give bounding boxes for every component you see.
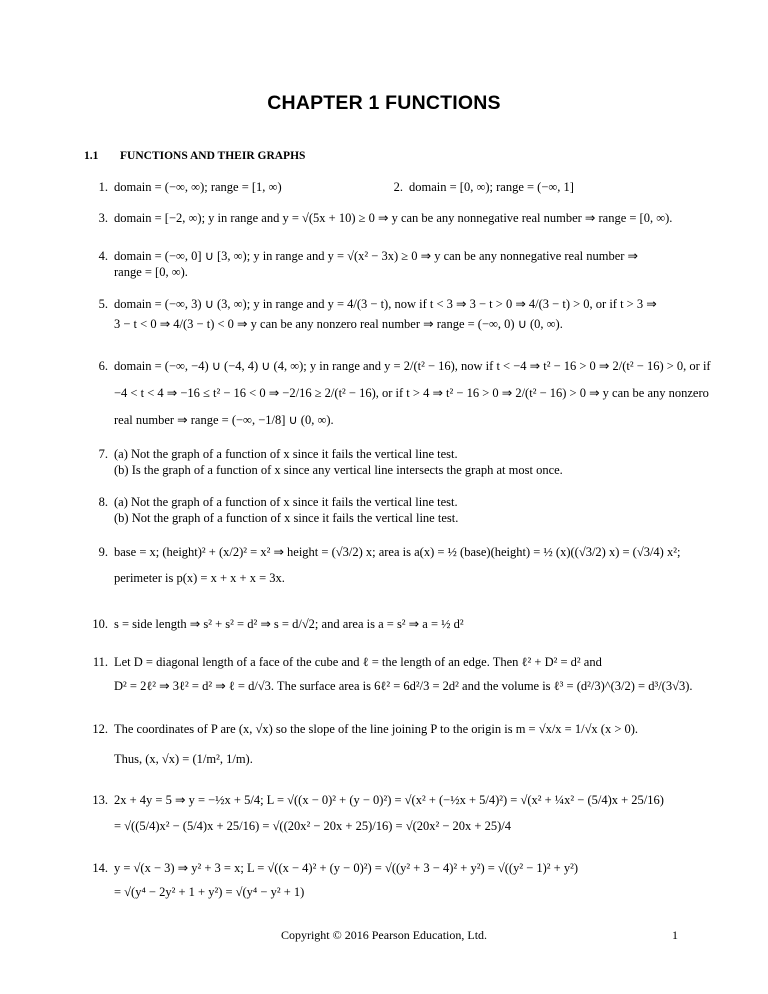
- exercise-line: domain = (−∞, −4) ∪ (−4, 4) ∪ (4, ∞); y in range and y = 2/(t² − 16), now if t < −4 ⇒ t² − 16 > 0 ⇒ 2/(t² − 16) > 0, or if: [114, 359, 711, 373]
- exercise-line: 3 − t < 0 ⇒ 4/(3 − t) < 0 ⇒ y can be any nonzero real number ⇒ range = (−∞, 0) ∪ (0, ∞).: [114, 317, 563, 331]
- page-number: 1: [672, 928, 678, 942]
- exercise-number: 5.: [98, 297, 108, 311]
- exercise-line: range = [0, ∞).: [114, 265, 188, 279]
- exercise-line: = √(y⁴ − 2y² + 1 + y²) = √(y⁴ − y² + 1): [114, 885, 305, 899]
- exercise-line: = √((5/4)x² − (5/4)x + 25/16) = √((20x² − 20x + 25)/16) = √(20x² − 20x + 25)/4: [114, 819, 511, 833]
- exercise-number: 12.: [92, 722, 108, 736]
- exercise-number: 6.: [98, 359, 108, 373]
- exercise-number: 11.: [92, 655, 108, 669]
- exercise-number: 1.: [98, 180, 108, 194]
- exercise-number: 3.: [98, 211, 108, 225]
- exercise-line: domain = (−∞, 0] ∪ [3, ∞); y in range and y = √(x² − 3x) ≥ 0 ⇒ y can be any nonnegative real number ⇒: [114, 249, 639, 263]
- exercise-line: s = side length ⇒ s² + s² = d² ⇒ s = d/√2; and area is a = s² ⇒ a = ½ d²: [114, 617, 464, 631]
- section-heading: [84, 150, 305, 162]
- exercise-number: 4.: [98, 249, 108, 263]
- section-title: FUNCTIONS AND THEIR GRAPHS: [120, 150, 306, 162]
- exercise-line: (a) Not the graph of a function of x since it fails the vertical line test.: [114, 447, 458, 461]
- exercise-line: (a) Not the graph of a function of x since it fails the vertical line test.: [114, 495, 458, 509]
- section-number: 1.1: [84, 150, 99, 162]
- exercise-line: Thus, (x, √x) = (1/m², 1/m).: [114, 752, 253, 766]
- exercise-line: domain = [0, ∞); range = (−∞, 1]: [409, 180, 574, 194]
- exercise-line: (b) Not the graph of a function of x since it fails the vertical line test.: [114, 511, 459, 525]
- exercise-line: real number ⇒ range = (−∞, −1/8] ∪ (0, ∞).: [114, 413, 334, 427]
- exercise-line: Let D = diagonal length of a face of the cube and ℓ = the length of an edge. Then ℓ² + D² = d² and: [114, 655, 602, 669]
- exercise-line: D² = 2ℓ² ⇒ 3ℓ² = d² ⇒ ℓ = d/√3. The surface area is 6ℓ² = 6d²/3 = 2d² and the volume is ℓ³ = (d²/3)^(3/2) = d³/(3√3).: [114, 679, 693, 693]
- exercise-line: base = x; (height)² + (x/2)² = x² ⇒ height = (√3/2) x; area is a(x) = ½ (base)(height) = ½ (x)((√3/2) x) = (√3/4) x²;: [114, 545, 681, 559]
- exercise-number: 8.: [98, 495, 108, 509]
- exercise-number: 7.: [98, 447, 108, 461]
- exercise-line: y = √(x − 3) ⇒ y² + 3 = x; L = √((x − 4)² + (y − 0)²) = √((y² + 3 − 4)² + y²) = √((y² − 1)² + y²): [114, 861, 579, 875]
- copyright-footer: Copyright © 2016 Pearson Education, Ltd.: [280, 928, 488, 942]
- exercise-number: 13.: [92, 793, 108, 807]
- chapter-title: CHAPTER 1 FUNCTIONS: [267, 92, 501, 114]
- exercise-number: 10.: [92, 617, 108, 631]
- exercise-number: 2.: [393, 180, 403, 194]
- exercise-number: 14.: [92, 861, 108, 875]
- exercise-line: The coordinates of P are (x, √x) so the slope of the line joining P to the origin is m = √x/x = 1/√x (x > 0).: [114, 722, 639, 736]
- exercise-line: −4 < t < 4 ⇒ −16 ≤ t² − 16 < 0 ⇒ −2/16 ≥ 2/(t² − 16), or if t > 4 ⇒ t² − 16 > 0 ⇒ 2/(t² − 16) > 0 ⇒ y can be any nonzero: [114, 386, 709, 400]
- exercise-line: domain = (−∞, ∞); range = [1, ∞): [114, 180, 282, 194]
- exercise-line: domain = [−2, ∞); y in range and y = √(5x + 10) ≥ 0 ⇒ y can be any nonnegative real number ⇒ range = [0, ∞).: [114, 211, 673, 225]
- exercise-line: domain = (−∞, 3) ∪ (3, ∞); y in range and y = 4/(3 − t), now if t < 3 ⇒ 3 − t > 0 ⇒ 4/(3 − t) > 0, or if t > 3 ⇒: [114, 297, 657, 311]
- exercise-number: 9.: [98, 545, 108, 559]
- exercise-line: (b) Is the graph of a function of x since any vertical line intersects the graph at most once.: [114, 463, 563, 477]
- exercise-line: 2x + 4y = 5 ⇒ y = −½x + 5/4; L = √((x − 0)² + (y − 0)²) = √(x² + (−½x + 5/4)²) = √(x² + ¼x² − (5/4)x + 25/16): [114, 793, 664, 807]
- exercise-line: perimeter is p(x) = x + x + x = 3x.: [114, 571, 285, 585]
